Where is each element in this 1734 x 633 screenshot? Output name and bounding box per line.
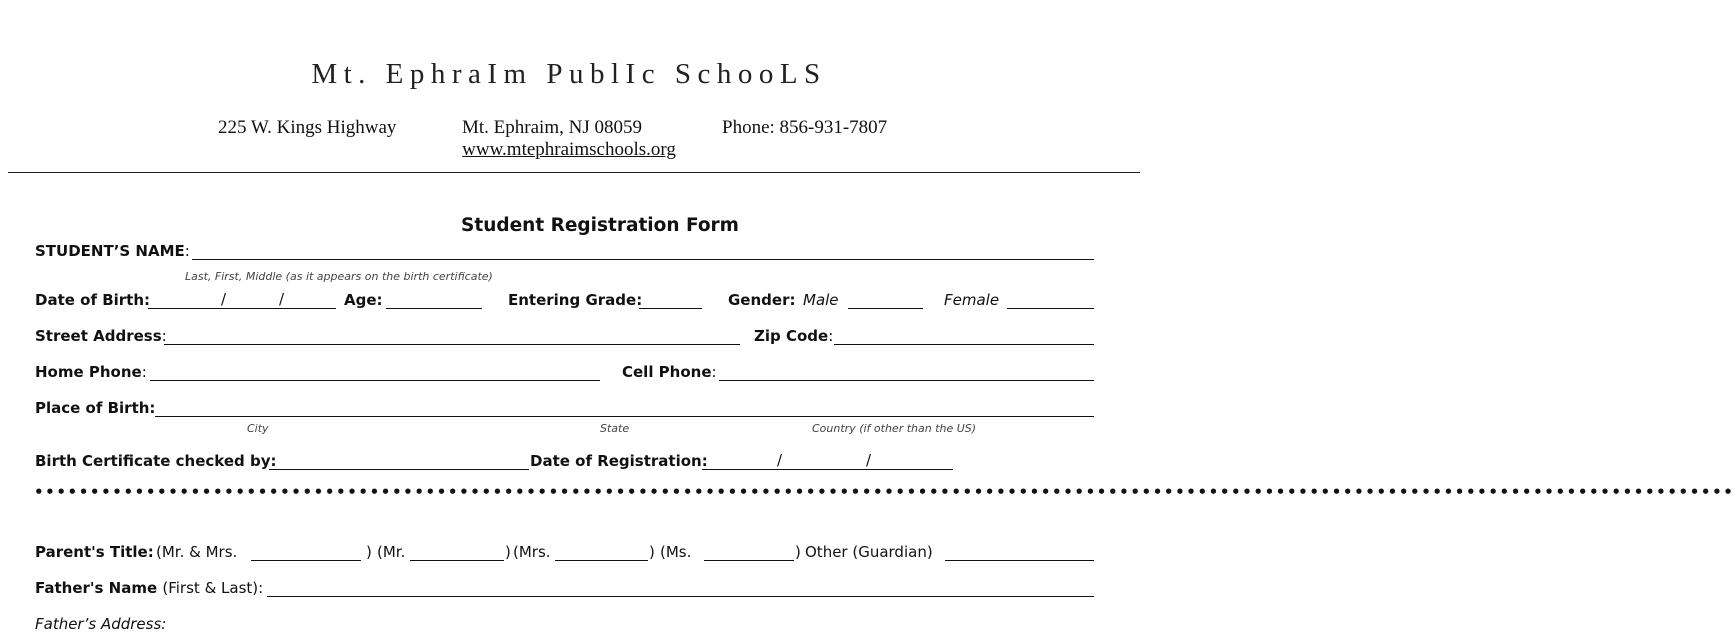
gender-male-label: Male <box>803 291 839 309</box>
zip-code-field[interactable] <box>834 344 1094 345</box>
street-address-label: Street Address: <box>35 327 167 345</box>
street-address-field[interactable] <box>164 344 740 345</box>
mr-close: ) <box>505 543 511 561</box>
fathers-name-field[interactable] <box>267 596 1094 597</box>
section-divider-dotted: •••••••••••••••••••••••••••••••••••••••••••••••••••••••••••••••••••••••••••••••••••••••••••••••••••••••••••••••••••••••••••••••••••••••••••••••••••••••• <box>34 483 1734 501</box>
dob-slash-1: / <box>221 290 227 308</box>
state-hint: State <box>600 422 630 435</box>
header-divider <box>8 172 1140 173</box>
zip-code-label: Zip Code: <box>754 327 834 345</box>
mr-and-mrs-option: (Mr. & Mrs. <box>156 543 238 561</box>
mrs-close: ) <box>649 543 655 561</box>
form-title: Student Registration Form <box>461 215 739 236</box>
entering-grade-field[interactable] <box>639 308 702 309</box>
school-street: 225 W. Kings Highway <box>218 117 397 138</box>
gender-label: Gender: <box>728 291 796 309</box>
home-phone-field[interactable] <box>150 380 600 381</box>
dob-field[interactable] <box>148 308 336 309</box>
mr-and-mrs-close: ) <box>366 543 372 561</box>
age-label: Age: <box>344 291 383 309</box>
school-name: Mt. EphraIm PublIc SchooLS <box>311 58 827 90</box>
birth-certificate-checked-field[interactable] <box>269 469 529 470</box>
dob-slash-2: / <box>279 290 285 308</box>
school-website-link[interactable]: www.mtephraimschools.org <box>462 139 676 160</box>
reg-date-slash-1: / <box>777 451 783 469</box>
student-name-label: STUDENT’S NAME: <box>35 242 190 260</box>
country-hint: Country (if other than the US) <box>812 422 977 435</box>
student-name-field[interactable] <box>192 259 1094 260</box>
ms-field[interactable] <box>704 560 794 561</box>
mr-option: (Mr. <box>377 543 406 561</box>
registration-date-field[interactable] <box>702 469 953 470</box>
other-guardian-field[interactable] <box>945 560 1094 561</box>
other-guardian-option: Other (Guardian) <box>805 543 933 561</box>
dob-label: Date of Birth: <box>35 291 151 309</box>
place-of-birth-field[interactable] <box>155 416 1094 417</box>
mrs-field[interactable] <box>555 560 648 561</box>
cell-phone-field[interactable] <box>719 380 1094 381</box>
school-city-state-zip: Mt. Ephraim, NJ 08059 <box>462 117 642 138</box>
city-hint: City <box>247 422 269 435</box>
fathers-name-label: Father's Name (First & Last): <box>35 579 264 597</box>
fathers-address-label: Father’s Address: <box>35 615 167 633</box>
age-field[interactable] <box>386 308 482 309</box>
mr-field[interactable] <box>410 560 504 561</box>
student-name-hint: Last, First, Middle (as it appears on the birth certificate) <box>185 270 493 283</box>
birth-certificate-checked-label: Birth Certificate checked by: <box>35 452 277 470</box>
reg-date-slash-2: / <box>866 451 872 469</box>
registration-date-label: Date of Registration: <box>530 452 708 470</box>
gender-male-field[interactable] <box>848 308 923 309</box>
entering-grade-label: Entering Grade: <box>508 291 643 309</box>
cell-phone-label: Cell Phone: <box>622 363 717 381</box>
home-phone-label: Home Phone: <box>35 363 147 381</box>
parents-title-label: Parent's Title: <box>35 543 154 561</box>
mrs-option: (Mrs. <box>513 543 551 561</box>
mr-and-mrs-field[interactable] <box>251 560 361 561</box>
place-of-birth-label: Place of Birth: <box>35 399 156 417</box>
ms-close: ) <box>795 543 801 561</box>
ms-option: (Ms. <box>660 543 692 561</box>
school-phone: Phone: 856-931-7807 <box>722 117 888 138</box>
gender-female-field[interactable] <box>1007 308 1094 309</box>
gender-female-label: Female <box>944 291 1000 309</box>
